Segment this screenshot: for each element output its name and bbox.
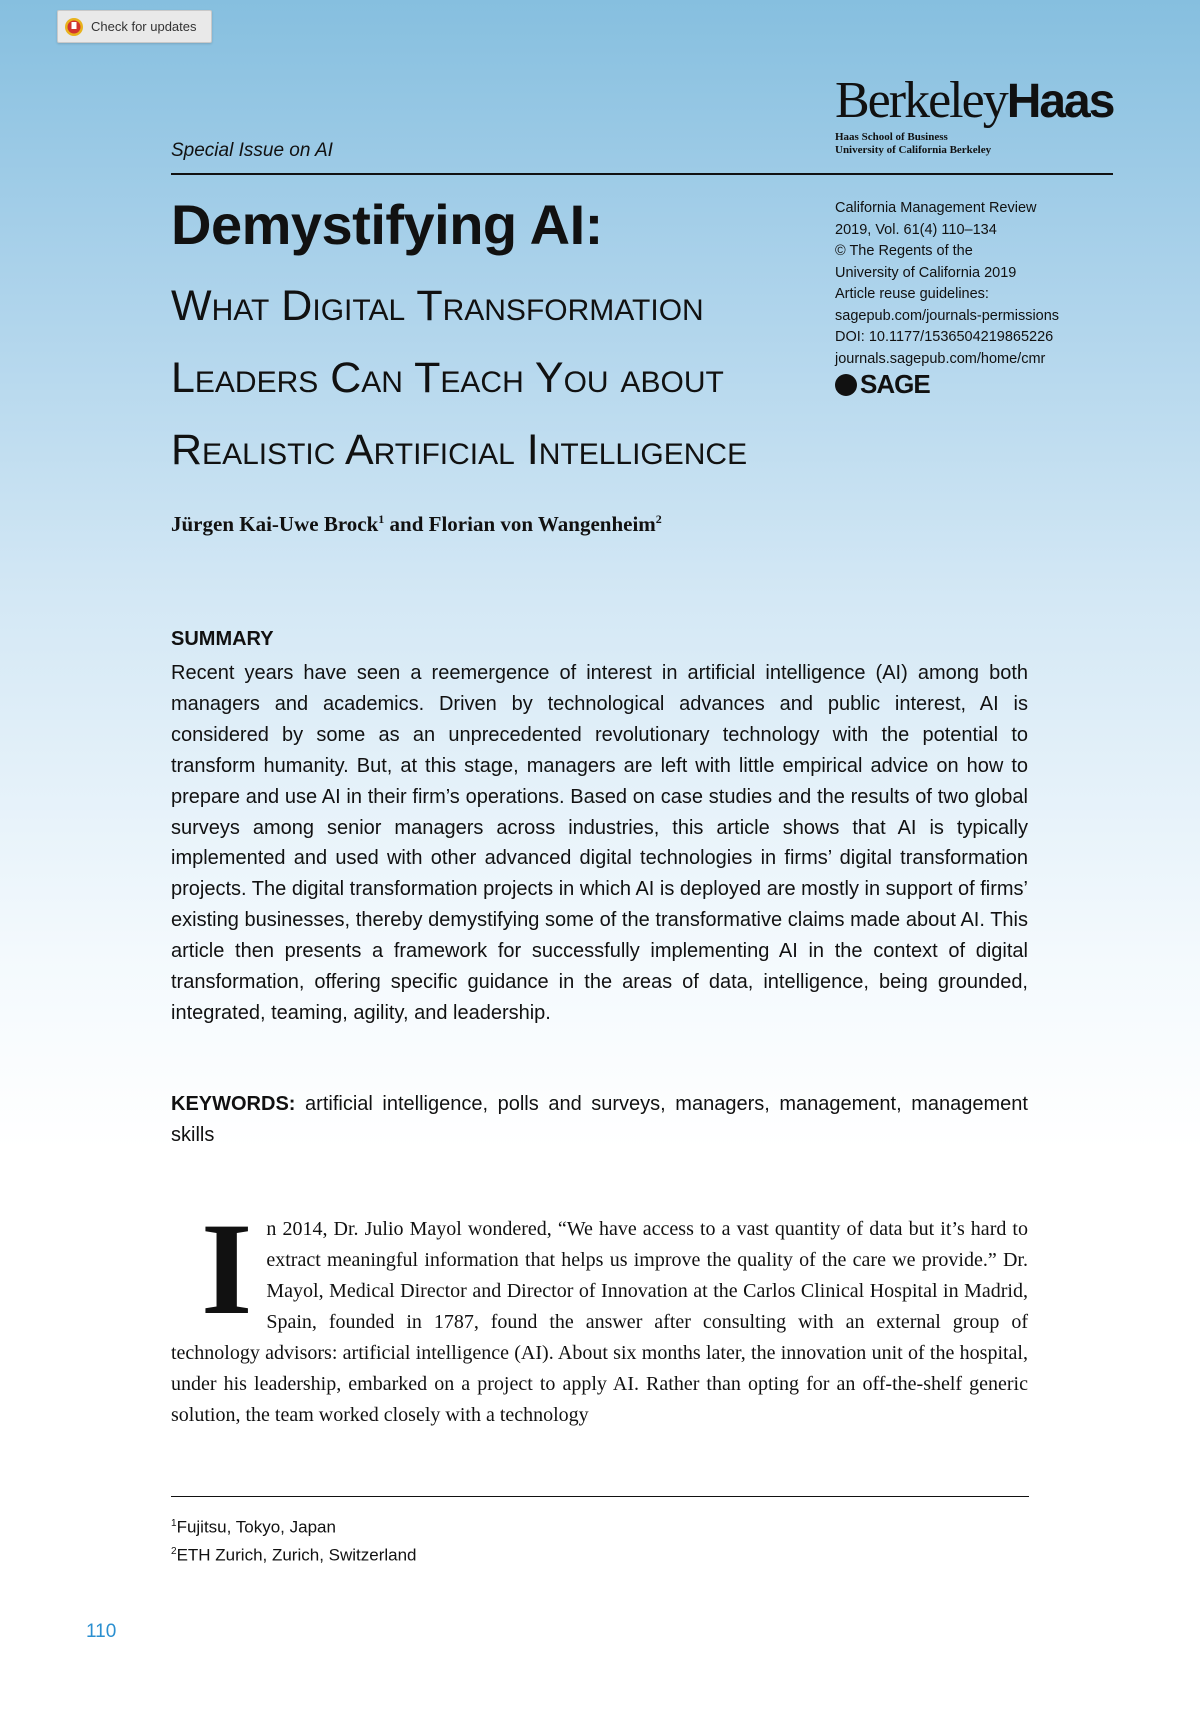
- sage-logo: [835, 369, 930, 400]
- crossmark-icon: [64, 17, 84, 37]
- check-for-updates-label: Check for updates: [91, 19, 197, 34]
- keywords: [171, 1089, 1028, 1151]
- copyright-line-1: © The Regents of the: [835, 243, 973, 259]
- sage-mark-icon: [835, 374, 857, 396]
- author-2-affiliation-mark: 2: [655, 512, 662, 526]
- page-number: 110: [86, 1621, 117, 1642]
- berkeley-haas-logo: [835, 72, 1114, 157]
- logo-word-left: Berkeley: [835, 72, 1007, 129]
- reuse-label: Article reuse guidelines:: [835, 286, 989, 302]
- header-rule: [171, 173, 1113, 175]
- subtitle-line-1: What Digital Transformation: [171, 282, 704, 330]
- journal-name: California Management Review: [835, 200, 1037, 216]
- footnote-1-mark: 1: [171, 1518, 177, 1529]
- article-title: Demystifying AI:: [171, 193, 603, 256]
- footnote-1: [171, 1512, 417, 1540]
- author-line: [171, 512, 662, 537]
- footnote-2: [171, 1540, 417, 1568]
- sage-wordmark: SAGE: [860, 369, 930, 399]
- footnote-2-text: ETH Zurich, Zurich, Switzerland: [176, 1545, 417, 1565]
- subtitle-line-2: Leaders Can Teach You about: [171, 354, 724, 402]
- logo-word-right: Haas: [1006, 75, 1114, 128]
- footnote-1-text: Fujitsu, Tokyo, Japan: [176, 1517, 336, 1537]
- author-2: Florian von Wangenheim: [428, 512, 656, 536]
- footnote-rule: [171, 1496, 1029, 1497]
- footnote-2-mark: 2: [171, 1545, 177, 1557]
- copyright-line-2: University of California 2019: [835, 264, 1017, 281]
- check-for-updates-button[interactable]: [57, 10, 212, 43]
- logo-line-1: Haas School of Business: [835, 131, 948, 143]
- author-1: Jürgen Kai-Uwe Brock: [171, 512, 379, 536]
- special-issue-label: Special Issue on AI: [171, 140, 333, 161]
- article-subtitle: [171, 270, 747, 486]
- author-joiner: and: [384, 512, 429, 536]
- keywords-text: artificial intelligence, polls and surveys, managers, management, management skills: [171, 1093, 1028, 1146]
- summary-text: Recent years have seen a reemergence of interest in artificial intelligence (AI) among both managers and academics. Driven by technological advances and public interest, AI is considered by some as an unprecedented revolutionary technology with the potential to transform humanity. But, at this stage, managers are left with little empirical advice on how to prepare and use AI in their firm’s operations. Based on case studies and the results of two global surveys among senior managers across industries, this article shows that AI is typically implemented and used with other advanced digital technologies in firms’ digital transformation projects. The digital transformation projects in which AI is deployed are mostly in support of firms’ existing businesses, thereby demystifying some of the transformative claims made about AI. This article then presents a framework for successfully implementing AI in the context of digital transformation, offering specific guidance in the areas of data, intelligence, being grounded, integrated, teaming, agility, and leadership.: [171, 662, 1028, 1024]
- drop-cap: I: [201, 1195, 253, 1342]
- summary-heading: SUMMARY: [171, 628, 274, 650]
- author-1-affiliation-mark: 1: [378, 512, 385, 526]
- subtitle-line-3: Realistic Artificial Intelligence: [171, 426, 748, 474]
- journal-metadata: [835, 198, 1059, 370]
- journal-home-link[interactable]: journals.sagepub.com/home/cmr: [835, 350, 1046, 367]
- journal-volume: 2019, Vol. 61(4) 110–134: [835, 221, 997, 238]
- footnotes: [171, 1512, 417, 1567]
- reuse-link[interactable]: sagepub.com/journals-permissions: [835, 307, 1060, 324]
- body-paragraph: [171, 1195, 1028, 1431]
- body-text: n 2014, Dr. Julio Mayol wondered, “We have access to a vast quantity of data but it’s hard to extract meaningful information that helps us improve the quality of the care we provide.” Dr. Mayol, Medical Director and Director of Innovation at the Carlos Clinical Hospital in Madrid, Spain, founded in 1787, found the answer after consulting with an external group of technology advisors: artificial intelligence (AI). About six months later, the innovation unit of the hospital, under his leadership, embarked on a project to apply AI. Rather than opting for an off-the-shelf generic solution, the team worked closely with a technology: [171, 1218, 1028, 1426]
- doi-link[interactable]: DOI: 10.1177/1536504219865226: [835, 329, 1054, 345]
- keywords-label: KEYWORDS:: [171, 1093, 296, 1115]
- logo-line-2: University of California Berkeley: [835, 144, 992, 156]
